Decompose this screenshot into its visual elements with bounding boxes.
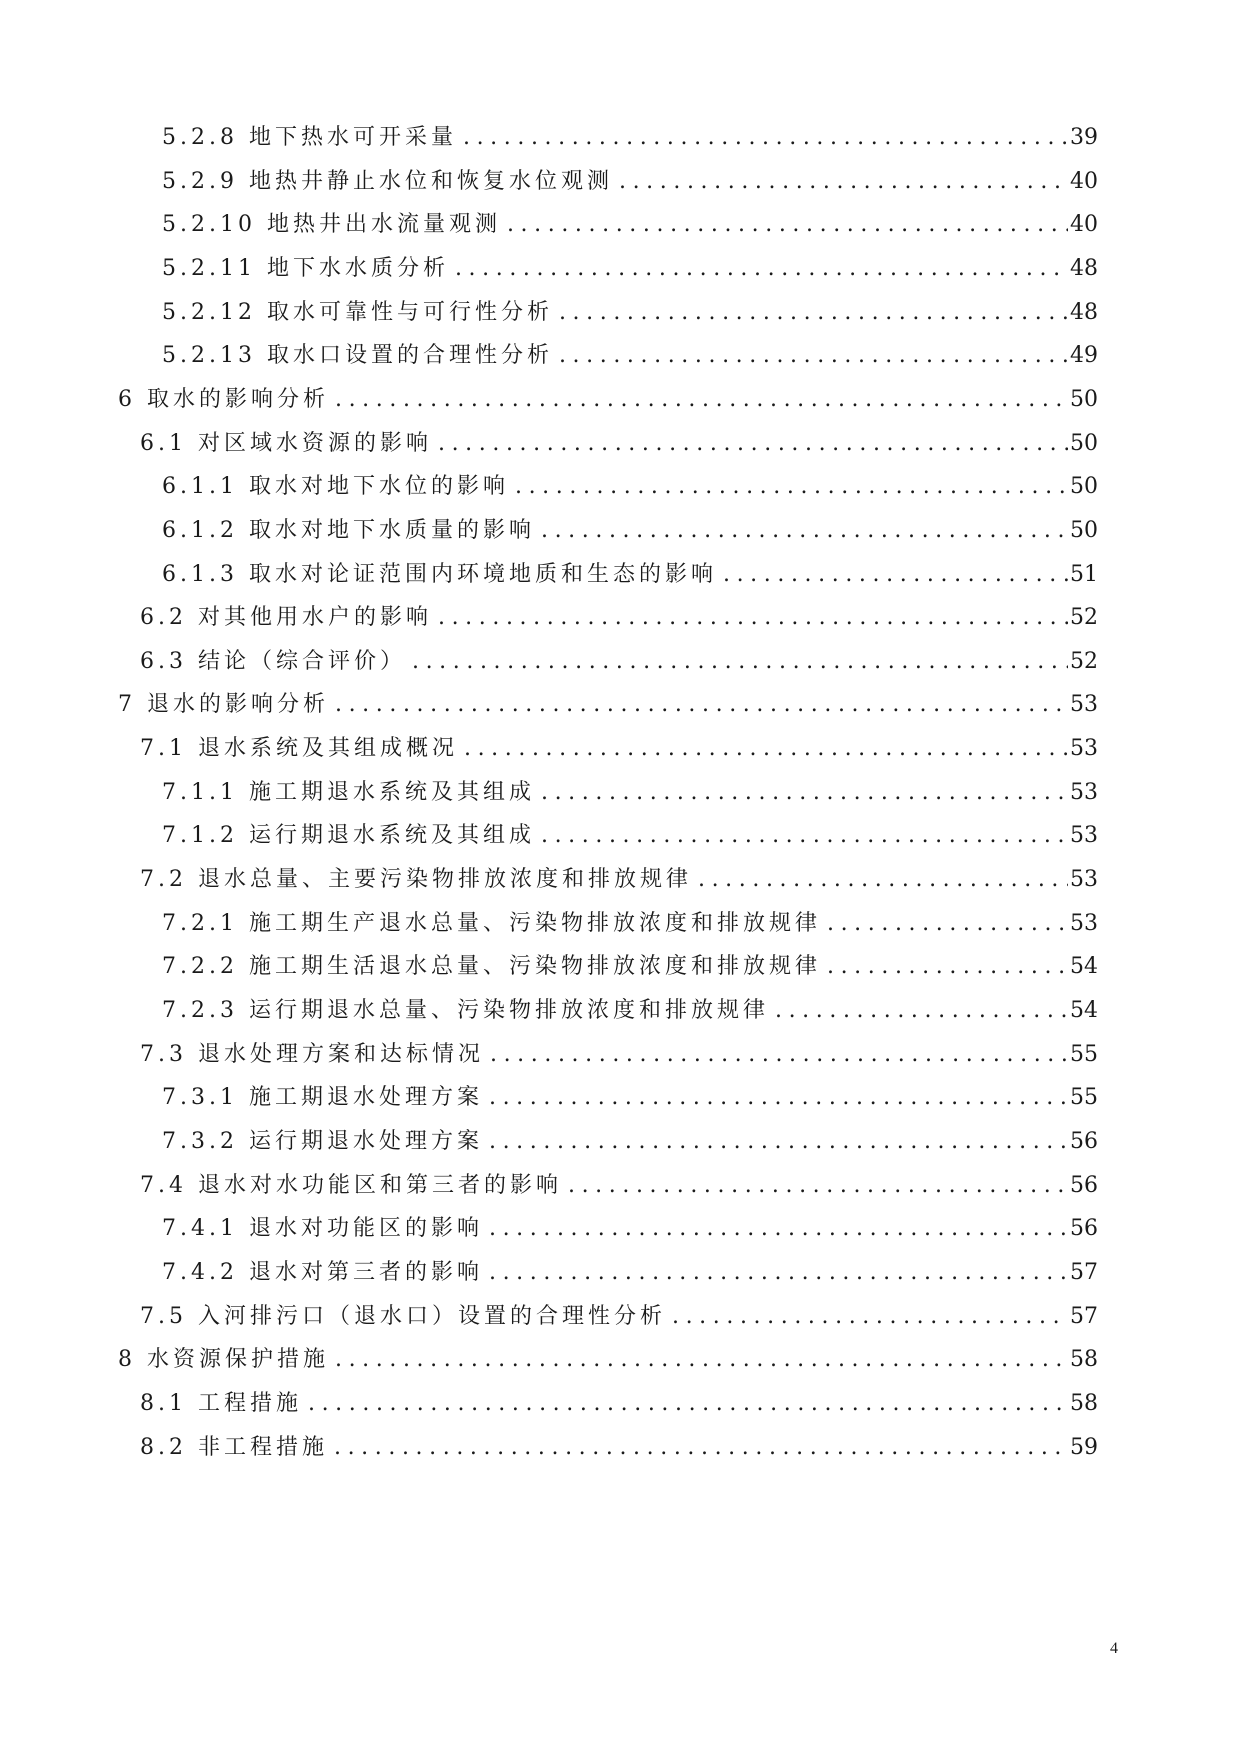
toc-entry-page-number: 52 [1070, 605, 1098, 631]
dot-leader [335, 380, 1068, 420]
toc-entry[interactable] [162, 1253, 1098, 1293]
dot-leader [489, 1209, 1068, 1249]
toc-entry[interactable] [162, 947, 1098, 987]
toc-entry[interactable] [140, 642, 1098, 682]
toc-entry-title: 7.1.1 施工期退水系统及其组成 [162, 779, 535, 805]
toc-entry-title: 7 退水的影响分析 [118, 692, 329, 718]
toc-entry[interactable] [118, 380, 1098, 420]
toc-entry-page-number: 54 [1070, 954, 1098, 980]
dot-leader [559, 293, 1068, 333]
toc-entry-title: 6.2 对其他用水户的影响 [140, 605, 432, 631]
toc-entry-title: 7.1 退水系统及其组成概况 [140, 736, 458, 762]
dot-leader [490, 1035, 1068, 1075]
toc-entry-page-number: 55 [1070, 1041, 1098, 1067]
toc-entry-page-number: 56 [1070, 1172, 1098, 1198]
dot-leader [438, 598, 1068, 638]
toc-entry-page-number: 53 [1070, 823, 1098, 849]
toc-entry-title: 8.2 非工程措施 [140, 1434, 328, 1460]
toc-entry-title: 8 水资源保护措施 [118, 1347, 329, 1373]
toc-entry-page-number: 58 [1070, 1347, 1098, 1373]
toc-entry-title: 5.2.13 取水口设置的合理性分析 [162, 343, 553, 369]
dot-leader [464, 729, 1068, 769]
toc-entry[interactable] [162, 336, 1098, 376]
toc-entry[interactable] [162, 467, 1098, 507]
toc-entry-title: 6.1.3 取水对论证范围内环境地质和生态的影响 [162, 561, 717, 587]
toc-entry[interactable] [162, 249, 1098, 289]
dot-leader [541, 816, 1068, 856]
toc-entry[interactable] [140, 424, 1098, 464]
toc-entry-title: 7.4 退水对水功能区和第三者的影响 [140, 1172, 562, 1198]
dot-leader [827, 904, 1068, 944]
dot-leader [827, 947, 1068, 987]
dot-leader [335, 1340, 1068, 1380]
toc-entry-page-number: 53 [1070, 910, 1098, 936]
toc-entry-page-number: 48 [1070, 299, 1098, 325]
toc-entry[interactable] [162, 904, 1098, 944]
toc-entry[interactable] [162, 293, 1098, 333]
toc-entry-title: 7.4.2 退水对第三者的影响 [162, 1259, 483, 1285]
toc-entry-title: 7.4.1 退水对功能区的影响 [162, 1216, 483, 1242]
toc-entry-page-number: 40 [1070, 212, 1098, 238]
toc-entry-page-number: 39 [1070, 125, 1098, 150]
dot-leader [619, 162, 1068, 202]
dot-leader [438, 424, 1068, 464]
toc-entry-title: 7.5 入河排污口（退水口）设置的合理性分析 [140, 1303, 666, 1329]
toc-entry-page-number: 40 [1070, 168, 1098, 194]
toc-entry-page-number: 53 [1070, 692, 1098, 718]
toc-entry-page-number: 54 [1070, 998, 1098, 1023]
toc-entry-page-number: 53 [1070, 867, 1098, 893]
toc-entry[interactable] [162, 991, 1098, 1031]
toc-entry[interactable] [162, 773, 1098, 813]
toc-entry-page-number: 51 [1070, 561, 1098, 587]
toc-entry[interactable] [162, 1078, 1098, 1118]
toc-entry-page-number: 53 [1070, 779, 1098, 805]
dot-leader [775, 991, 1068, 1031]
toc-entry-title: 7.3.1 施工期退水处理方案 [162, 1085, 483, 1111]
dot-leader [463, 118, 1068, 158]
dot-leader [672, 1297, 1068, 1337]
toc-entry-title: 5.2.11 地下水水质分析 [162, 255, 449, 281]
toc-entry-title: 5.2.9 地热井静止水位和恢复水位观测 [162, 168, 613, 194]
toc-entry-title: 5.2.10 地热井出水流量观测 [162, 212, 501, 238]
toc-entry-page-number: 50 [1070, 430, 1098, 456]
toc-entry[interactable] [162, 162, 1098, 202]
toc-entry-page-number: 59 [1070, 1434, 1098, 1460]
toc-entry[interactable] [140, 1297, 1098, 1337]
dot-leader [559, 336, 1068, 376]
toc-entry[interactable] [118, 1340, 1098, 1380]
toc-entry-title: 6 取水的影响分析 [118, 386, 329, 412]
toc-entry[interactable] [140, 1384, 1098, 1424]
toc-entry[interactable] [162, 1122, 1098, 1162]
toc-entry-title: 7.3 退水处理方案和达标情况 [140, 1041, 484, 1067]
toc-entry-page-number: 52 [1070, 648, 1098, 674]
toc-entry-title: 6.3 结论（综合评价） [140, 648, 406, 674]
toc-entry-page-number: 50 [1070, 474, 1098, 500]
toc-entry-title: 7.2.3 运行期退水总量、污染物排放浓度和排放规律 [162, 998, 769, 1023]
toc-entry-page-number: 50 [1070, 517, 1098, 543]
dot-leader [698, 860, 1068, 900]
toc-entry-title: 7.2 退水总量、主要污染物排放浓度和排放规律 [140, 867, 692, 893]
dot-leader [455, 249, 1068, 289]
dot-leader [515, 467, 1068, 507]
dot-leader [308, 1384, 1068, 1424]
toc-entry[interactable] [162, 118, 1098, 158]
toc-entry-title: 6.1.2 取水对地下水质量的影响 [162, 517, 535, 543]
dot-leader [568, 1166, 1068, 1206]
toc-entry[interactable] [162, 816, 1098, 856]
toc-entry-title: 5.2.8 地下热水可开采量 [162, 125, 457, 150]
toc-entry-title: 6.1.1 取水对地下水位的影响 [162, 474, 509, 500]
toc-entry-page-number: 56 [1070, 1128, 1098, 1154]
dot-leader [334, 1428, 1068, 1468]
toc-entry-title: 7.2.1 施工期生产退水总量、污染物排放浓度和排放规律 [162, 910, 821, 936]
toc-entry[interactable] [162, 555, 1098, 595]
dot-leader [412, 642, 1068, 682]
toc-entry-title: 7.2.2 施工期生活退水总量、污染物排放浓度和排放规律 [162, 954, 821, 980]
toc-entry-page-number: 57 [1070, 1303, 1098, 1329]
toc-entry[interactable] [140, 1035, 1098, 1075]
toc-entry-title: 7.3.2 运行期退水处理方案 [162, 1128, 483, 1154]
toc-entry[interactable] [140, 1166, 1098, 1206]
dot-leader [335, 685, 1068, 725]
dot-leader [489, 1078, 1068, 1118]
toc-entry-page-number: 50 [1070, 386, 1098, 412]
dot-leader [489, 1253, 1068, 1293]
toc-entry-title: 8.1 工程措施 [140, 1390, 302, 1416]
toc-entry[interactable] [118, 685, 1098, 725]
toc-entry-page-number: 56 [1070, 1216, 1098, 1242]
toc-entry[interactable] [162, 511, 1098, 551]
toc-entry[interactable] [162, 205, 1098, 245]
toc-entry-page-number: 48 [1070, 255, 1098, 281]
toc-entry-page-number: 58 [1070, 1390, 1098, 1416]
toc-entry[interactable] [140, 729, 1098, 769]
toc-entry[interactable] [140, 860, 1098, 900]
toc-entry-title: 6.1 对区域水资源的影响 [140, 430, 432, 456]
toc-entry[interactable] [140, 1428, 1098, 1468]
dot-leader [723, 555, 1068, 595]
toc-entry-title: 5.2.12 取水可靠性与可行性分析 [162, 299, 553, 325]
toc-entry[interactable] [140, 598, 1098, 638]
toc-entry-page-number: 49 [1070, 343, 1098, 369]
dot-leader [541, 773, 1068, 813]
toc-entry[interactable] [162, 1209, 1098, 1249]
page-number: 4 [1110, 1640, 1118, 1657]
toc-entry-page-number: 57 [1070, 1259, 1098, 1285]
toc-entry-title: 7.1.2 运行期退水系统及其组成 [162, 823, 535, 849]
toc-entry-page-number: 53 [1070, 736, 1098, 762]
dot-leader [489, 1122, 1068, 1162]
toc-entry-page-number: 55 [1070, 1085, 1098, 1111]
dot-leader [541, 511, 1068, 551]
dot-leader [507, 205, 1068, 245]
